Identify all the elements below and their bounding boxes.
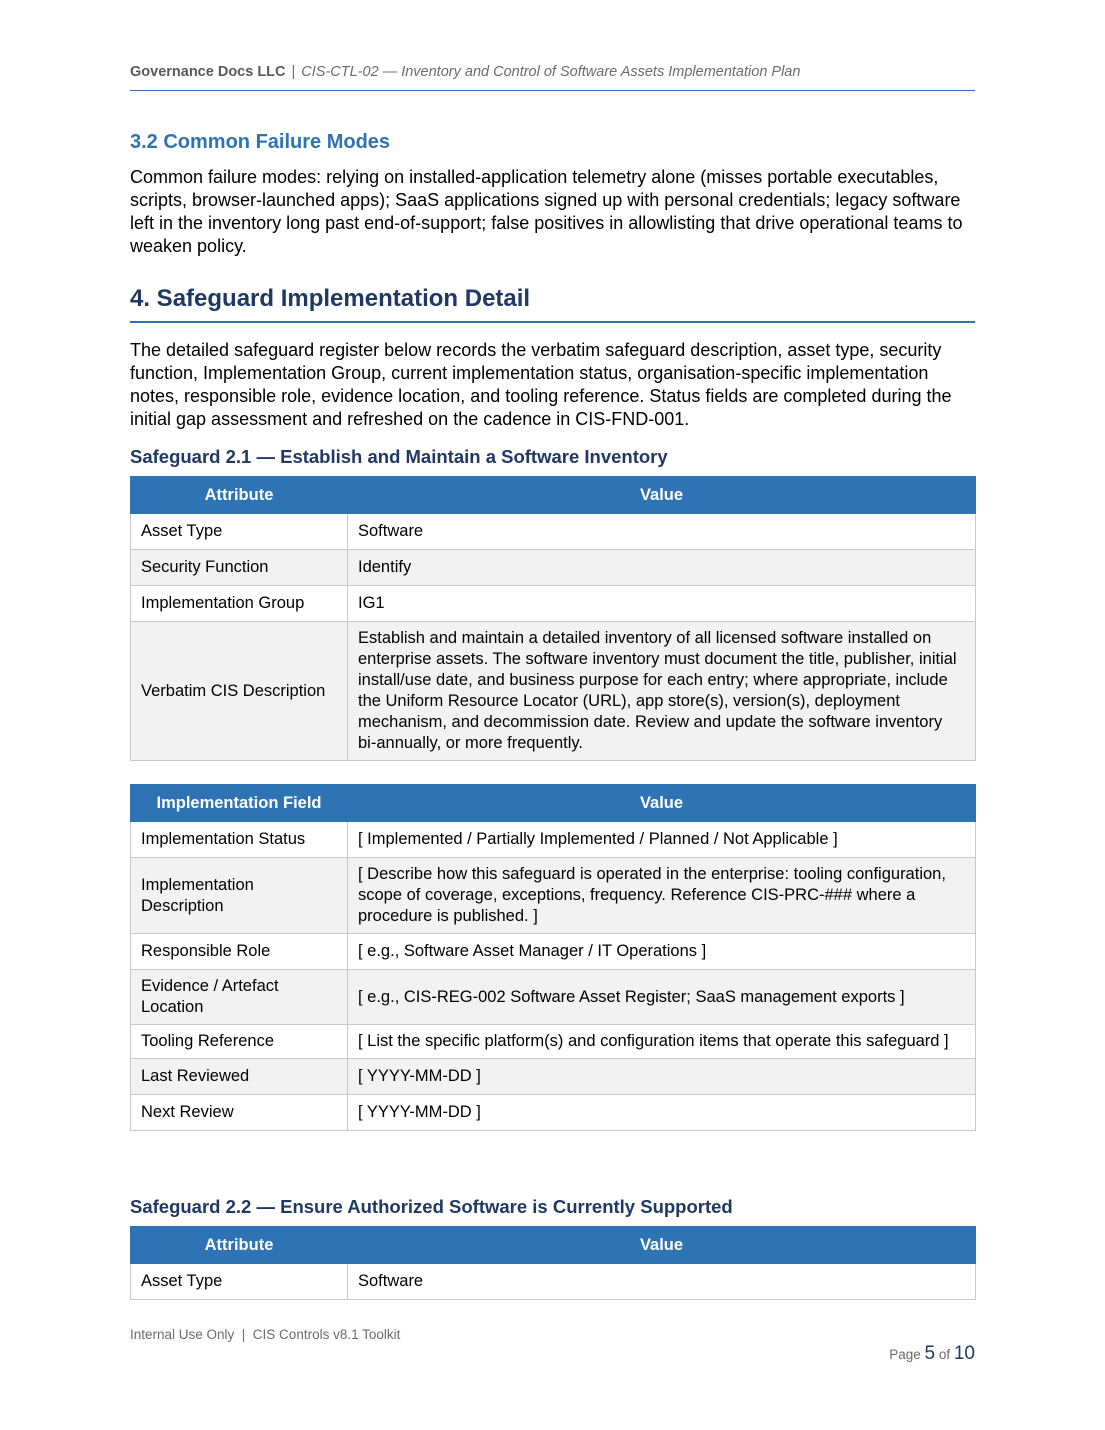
value-cell: [ YYYY-MM-DD ] xyxy=(348,1059,976,1095)
table-row xyxy=(131,550,976,586)
safeguard-2-1-attribute-table xyxy=(130,476,976,761)
value-cell: [ YYYY-MM-DD ] xyxy=(348,1095,976,1131)
value-cell: [ e.g., CIS-REG-002 Software Asset Register; SaaS management exports ] xyxy=(348,970,976,1025)
header-doc-title: CIS-CTL-02 — Inventory and Control of Software Assets Implementation Plan xyxy=(301,64,801,80)
table-row xyxy=(131,934,976,970)
safeguard-2-2-caption: Safeguard 2.2 — Ensure Authorized Software is Currently Supported xyxy=(130,1196,733,1217)
table-row xyxy=(131,622,976,761)
table-row xyxy=(131,970,976,1025)
field-cell: Implementation Description xyxy=(131,858,348,934)
attribute-cell: Security Function xyxy=(131,550,348,586)
table-header-row xyxy=(131,785,976,822)
table-row xyxy=(131,1095,976,1131)
column-header: Value xyxy=(348,785,976,822)
total-pages: 10 xyxy=(953,1343,975,1364)
value-cell: [ Implemented / Partially Implemented / Planned / Not Applicable ] xyxy=(348,822,976,858)
section-4-heading: 4. Safeguard Implementation Detail xyxy=(130,285,975,323)
table-header-row xyxy=(131,477,976,514)
field-cell: Last Reviewed xyxy=(131,1059,348,1095)
header-separator: | xyxy=(291,64,296,80)
table-row xyxy=(131,586,976,622)
attribute-cell: Asset Type xyxy=(131,514,348,550)
column-header: Value xyxy=(348,477,976,514)
safeguard-2-1-implementation-table xyxy=(130,784,976,1131)
table-row xyxy=(131,1059,976,1095)
section-4-body: The detailed safeguard register below records the verbatim safeguard description, asset type, security function, Implementation Group, current implementation status, organisation-specific implementation notes, responsible role, evidence location, and tooling reference. Status fields are completed during the initial gap assessment and refreshed on the cadence in CIS-FND-001. xyxy=(130,340,952,429)
value-cell: Establish and maintain a detailed inventory of all licensed software installed on enterprise assets. The software inventory must document the title, publisher, initial install/use date, and business purpose for each entry; where appropriate, include the Uniform Resource Locator (URL), app store(s), version(s), deployment mechanism, and decommission date. Review and update the software inventory bi-annually, or more frequently. xyxy=(348,622,976,761)
column-header: Attribute xyxy=(131,1227,348,1264)
value-cell: [ e.g., Software Asset Manager / IT Operations ] xyxy=(348,934,976,970)
value-cell: Software xyxy=(348,1264,976,1300)
field-cell: Responsible Role xyxy=(131,934,348,970)
column-header: Implementation Field xyxy=(131,785,348,822)
value-cell: [ List the specific platform(s) and configuration items that operate this safeguard ] xyxy=(348,1025,976,1059)
field-cell: Tooling Reference xyxy=(131,1025,348,1059)
current-page: 5 xyxy=(924,1343,936,1364)
column-header: Attribute xyxy=(131,477,348,514)
value-cell: [ Describe how this safeguard is operated in the enterprise: tooling configuration, scope of coverage, exceptions, frequency. Reference CIS-PRC-### where a procedure is published. ] xyxy=(348,858,976,934)
value-cell: Identify xyxy=(348,550,976,586)
attribute-cell: Implementation Group xyxy=(131,586,348,622)
section-3-2-body: Common failure modes: relying on installed-application telemetry alone (misses portable executables, scripts, browser-launched apps); SaaS applications signed up with personal credentials; legacy software left in the inventory long past end-of-support; false positives in allowlisting that drive operational teams to weaken policy. xyxy=(130,167,963,256)
header-org: Governance Docs LLC xyxy=(130,64,286,80)
table-row xyxy=(131,858,976,934)
table-row xyxy=(131,1025,976,1059)
of-label: of xyxy=(938,1347,951,1362)
attribute-cell: Verbatim CIS Description xyxy=(131,622,348,761)
field-cell: Evidence / Artefact Location xyxy=(131,970,348,1025)
page-label: Page xyxy=(889,1347,921,1362)
value-cell: IG1 xyxy=(348,586,976,622)
page-header xyxy=(130,64,975,91)
field-cell: Next Review xyxy=(131,1095,348,1131)
page-number xyxy=(889,1343,975,1365)
column-header: Value xyxy=(348,1227,976,1264)
table-row xyxy=(131,822,976,858)
section-3-2-heading: 3.2 Common Failure Modes xyxy=(130,131,391,153)
field-cell: Implementation Status xyxy=(131,822,348,858)
table-row xyxy=(131,1264,976,1300)
safeguard-2-2-attribute-table xyxy=(130,1226,976,1300)
attribute-cell: Asset Type xyxy=(131,1264,348,1300)
table-header-row xyxy=(131,1227,976,1264)
table-row xyxy=(131,514,976,550)
safeguard-2-1-caption: Safeguard 2.1 — Establish and Maintain a Software Inventory xyxy=(130,446,668,467)
value-cell: Software xyxy=(348,514,976,550)
footer-classification: Internal Use Only | CIS Controls v8.1 Toolkit xyxy=(130,1327,401,1342)
